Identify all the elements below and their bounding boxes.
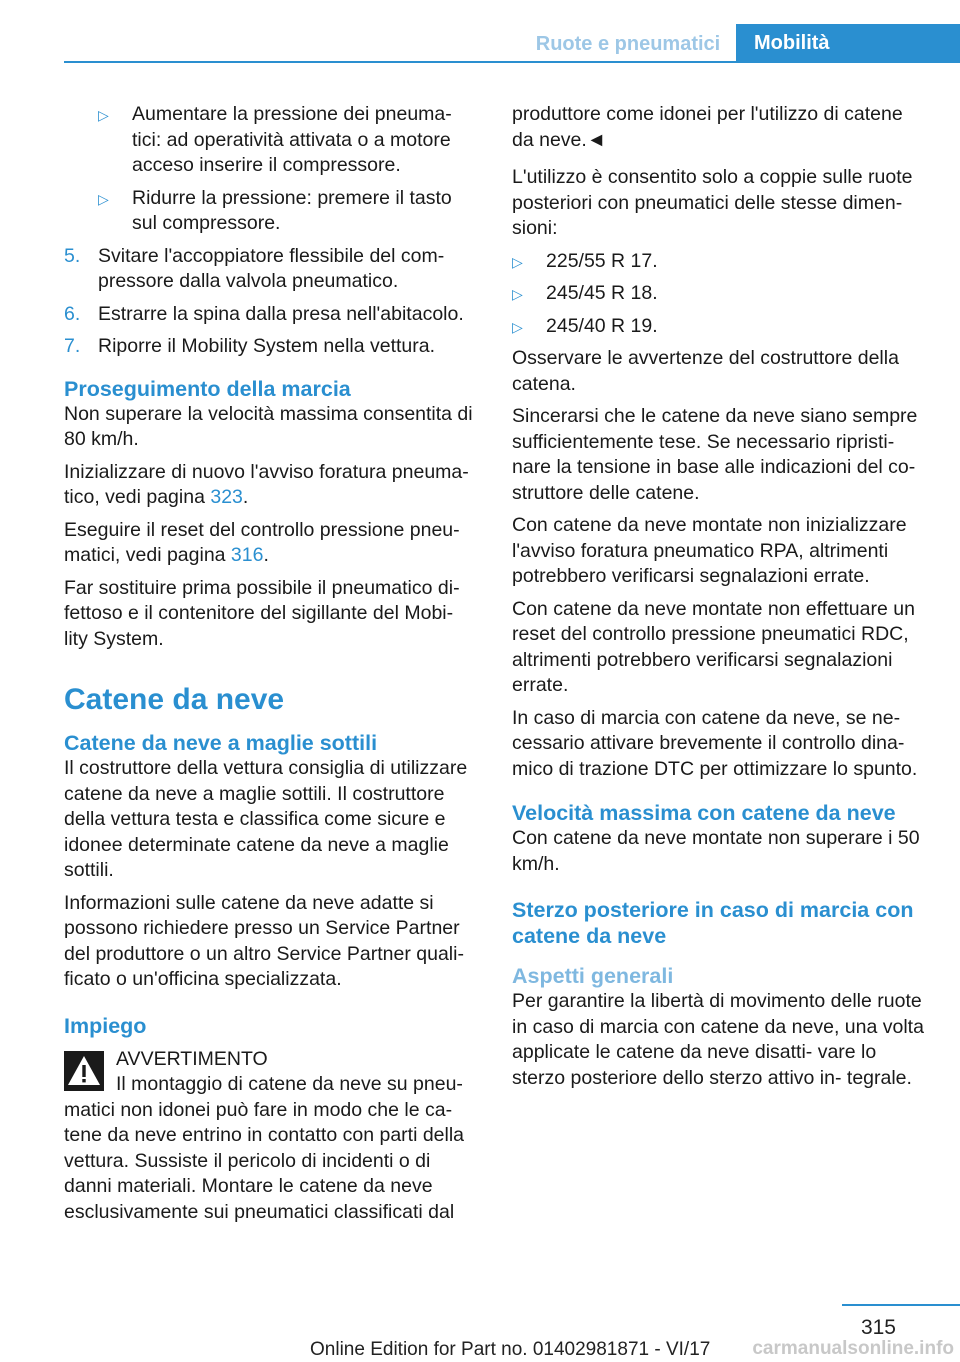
- sub-bullet-text: Ridurre la pressione: premere il tasto sul compressore.: [132, 186, 452, 234]
- step-number: 6.: [64, 302, 81, 325]
- heading-maglie: Catene da neve a maglie sottili: [64, 731, 378, 755]
- left-column: [64, 102, 480, 1225]
- size-item: [512, 314, 928, 340]
- size-text: 245/40 R 19.: [546, 314, 658, 337]
- watermark: carmanualsonline.info: [752, 1338, 954, 1359]
- size-item: [512, 281, 928, 307]
- step-text: Riporre il Mobility System nella vettura.: [98, 335, 436, 357]
- heading-catene: Catene da neve: [64, 683, 285, 716]
- size-text: 225/55 R 17.: [546, 249, 658, 272]
- step-text: Svitare l'accoppiatore flessibile del com- pressore dalla valvola pneumatico.: [98, 244, 445, 292]
- triangle-right-icon: ▷: [512, 318, 523, 335]
- step-item: [64, 244, 480, 295]
- paragraph-reset-text: Eseguire il reset del controllo pressione pneu- matici, vedi pagina: [64, 518, 460, 566]
- heading-sterzo: Sterzo posteriore in caso di marcia con catene da neve: [512, 898, 914, 948]
- step-item: [64, 302, 480, 328]
- triangle-right-icon: ▷: [98, 107, 109, 123]
- paragraph-maglie: Il costruttore della vettura consiglia di utilizzare catene da neve a maglie sottili. Il costruttore della vettura testa e classifica come sicure e idonee determinate catene da neve a maglie sottili.: [64, 757, 468, 881]
- triangle-right-icon: ▷: [512, 253, 523, 270]
- header-section-tab[interactable]: Ruote e pneumatici: [535, 33, 721, 55]
- paragraph-reset-end: .: [263, 544, 269, 566]
- paragraph-speed: Non superare la velocità massima consentita di 80 km/h.: [64, 402, 473, 450]
- sub-bullet-text: Aumentare la pressione dei pneuma- tici: ad operatività attivata o a motore acceso inserire il compressore.: [132, 103, 452, 176]
- paragraph-continued: produttore come idonei per l'utilizzo di catene da neve.◄: [512, 103, 903, 151]
- heading-impiego: Impiego: [64, 1013, 147, 1038]
- header-chapter-tab[interactable]: Mobilità: [736, 24, 960, 62]
- warning-box: [64, 1047, 480, 1226]
- page-number: 315: [860, 1316, 896, 1339]
- paragraph-avvertenze: Osservare le avvertenze del costruttore della catena.: [512, 347, 899, 395]
- paragraph-rpa: Con catene da neve montate non inizializzare l'avviso foratura pneumatico RPA, altrimenti potrebbero verificarsi segnalazioni errate.: [512, 514, 907, 587]
- header-rule: [64, 61, 960, 63]
- paragraph-info: Informazioni sulle catene da neve adatte si possono richiedere presso un Service Partner del produttore o un altro Service Partner quali- ficato o un'officina specializzata.: [64, 891, 464, 990]
- triangle-right-icon: ▷: [512, 286, 523, 302]
- paragraph-sincerarsi: Sincerarsi che le catene da neve siano sempre sufficientemente tese. Se necessario ripristi- nare la tensione in base alle indicazioni del co- struttore delle catene.: [512, 405, 918, 504]
- warning-text-first: Il montaggio di catene da neve su pneu-: [116, 1073, 463, 1095]
- sub-bullet: [64, 186, 480, 237]
- edition-label: Online Edition for Part no. 01402981871 - VI/17: [310, 1339, 711, 1360]
- paragraph-rdc: Con catene da neve montate non effettuare un reset del controllo pressione pneumatici RDC, altrimenti potrebbero verificarsi segnalazioni errate.: [512, 597, 915, 696]
- warning-triangle-icon: [64, 1051, 104, 1091]
- heading-aspetti: Aspetti generali: [512, 964, 674, 988]
- paragraph-replace: Far sostituire prima possibile il pneumatico di- fettoso e il contenitore del sigillante del Mobi- lity System.: [64, 576, 460, 650]
- page-link-323[interactable]: 323: [210, 486, 243, 508]
- triangle-right-icon: ▷: [98, 190, 109, 207]
- paragraph-50: Con catene da neve montate non superare i 50 km/h.: [512, 827, 920, 875]
- paragraph-coppie: L'utilizzo è consentito solo a coppie sulle ruote posteriori con pneumatici delle stesse dimen- sioni:: [512, 166, 913, 239]
- warning-text: matici non idonei può fare in modo che le ca- tene da neve entrino in contatto con parti della vettura. Sussiste il pericolo di incidenti o di danni materiali. Montare le catene da neve esclusivamente sui pneumatici classificati dal: [64, 1098, 465, 1223]
- step-number: 7.: [64, 335, 81, 357]
- warning-title: AVVERTIMENTO: [116, 1047, 268, 1070]
- page-link-316[interactable]: 316: [230, 544, 264, 566]
- heading-velocita: Velocità massima con catene da neve: [512, 801, 896, 825]
- footer-rule: [842, 1304, 960, 1306]
- right-column: [512, 102, 928, 1098]
- paragraph-init-end: .: [242, 486, 249, 508]
- step-item: [64, 334, 480, 360]
- paragraph-init-text: Inizializzare di nuovo l'avviso foratura pneuma- tico, vedi pagina: [64, 460, 469, 508]
- paragraph-dtc: In caso di marcia con catene da neve, se ne- cessario attivare brevemente il controllo dina- mico di trazione DTC per ottimizzare lo spunto.: [512, 706, 918, 780]
- step-text: Estrarre la spina dalla presa nell'abitacolo.: [98, 302, 464, 325]
- heading-proseguimento: Proseguimento della marcia: [64, 376, 351, 401]
- paragraph-sterzo: Per garantire la libertà di movimento delle ruote in caso di marcia con catene da neve, una volta applicate le catene da neve disatti- vare lo sterzo posteriore dello sterzo attivo in- tegrale.: [512, 990, 924, 1089]
- paragraph-reset: [64, 518, 480, 569]
- size-item: [512, 249, 928, 275]
- sub-bullet: [64, 102, 480, 179]
- size-text: 245/45 R 18.: [546, 282, 658, 304]
- paragraph-init: [64, 460, 480, 511]
- step-number: 5.: [64, 244, 81, 267]
